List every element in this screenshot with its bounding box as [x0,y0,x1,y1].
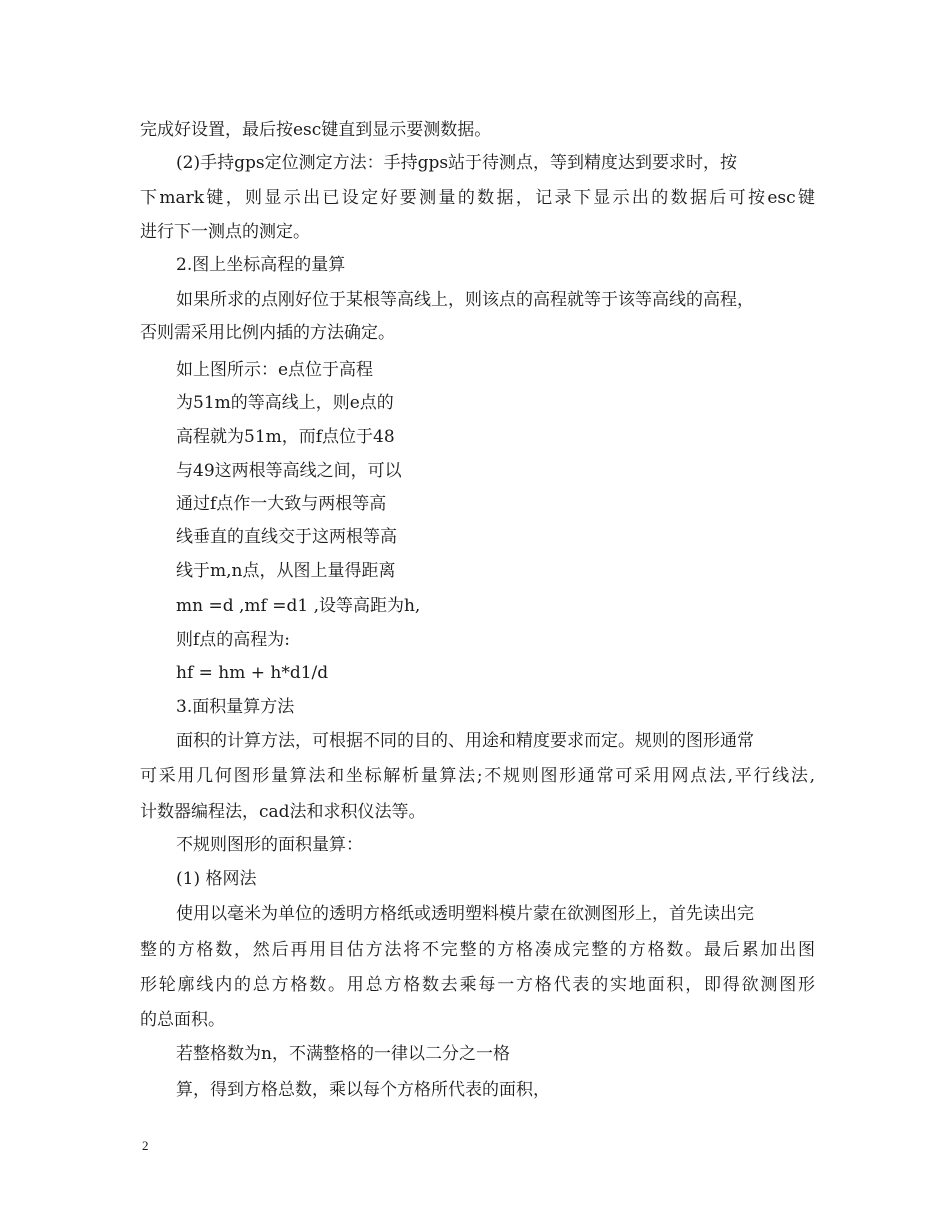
text-line: 否则需采用比例内插的方法确定。 [140,323,395,343]
page-number: 2 [142,1138,149,1153]
text-line: 如上图所示：e点位于高程 [176,360,374,380]
text-line: 与49这两根等高线之间，可以 [176,461,402,481]
text-line: 面积的计算方法，可根据不同的目的、用途和精度要求而定。规则的图形通常 [176,731,754,751]
text-line: 进行下一测点的测定。 [140,222,310,242]
text-line: 完成好设置，最后按esc键直到显示要测数据。 [140,120,492,140]
formula-line: hf = hm + h*d1/d [176,663,329,683]
text-line: 则f点的高程为: [176,630,291,650]
text-line: 使用以毫米为单位的透明方格纸或透明塑料模片蒙在欲测图形上，首先读出完 [176,904,754,924]
text-line: 可采用几何图形量算法和坐标解析量算法;不规则图形通常可采用网点法,平行线法, [140,766,815,786]
text-line: 通过f点作一大致与两根等高 [176,494,387,514]
text-line: 如果所求的点刚好位于某根等高线上，则该点的高程就等于该等高线的高程， [176,290,754,310]
text-line: mn =d ,mf =d1 ,设等高距为h, [176,596,421,616]
text-line: 计数器编程法，cad法和求积仪法等。 [140,802,426,822]
text-line: (2)手持gps定位测定方法：手持gps站于待测点，等到精度达到要求时，按 [176,153,738,173]
text-line: 下mark键，则显示出已设定好要测量的数据，记录下显示出的数据后可按esc键 [140,188,815,208]
text-line: 高程就为51m，而f点位于48 [176,427,395,447]
text-line: 不规则图形的面积量算： [176,835,363,855]
section-heading: 3.面积量算方法 [176,697,295,717]
text-line: 形轮廓线内的总方格数。用总方格数去乘每一方格代表的实地面积，即得欲测图形 [140,975,815,995]
text-line: 为51m的等高线上，则e点的 [176,393,394,413]
text-line: 整的方格数，然后再用目估方法将不完整的方格凑成完整的方格数。最后累加出图 [140,940,815,960]
text-line: 线于m,n点，从图上量得距离 [176,561,396,581]
text-line: 算，得到方格总数，乘以每个方格所代表的面积， [176,1080,550,1100]
subsection-heading: (1) 格网法 [176,869,257,889]
section-heading: 2.图上坐标高程的量算 [176,255,346,275]
text-line: 的总面积。 [140,1010,225,1030]
text-line: 线垂直的直线交于这两根等高 [176,527,397,547]
text-line: 若整格数为n，不满整格的一律以二分之一格 [176,1044,510,1064]
